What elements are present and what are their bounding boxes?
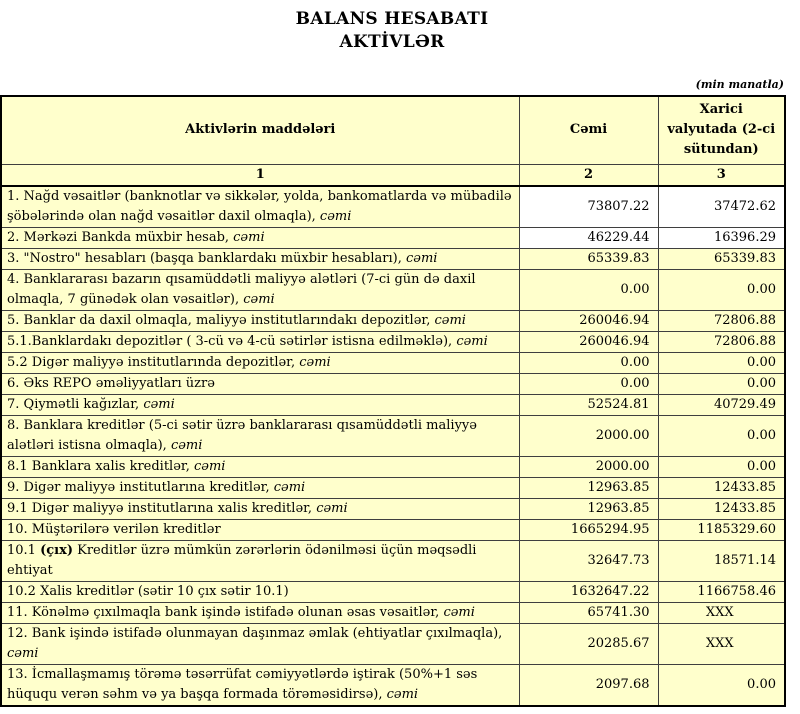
row-label: 7. Qiymətli kağızlar, cəmi [1,394,519,415]
row-total-value: 260046.94 [519,331,658,352]
row-label: 12. Bank işində istifadə olunmayan daşınmaz əmlak (ehtiyatlar çıxılmaqla), cəmi [1,623,519,664]
title-block [0,0,784,54]
row-foreign-value: 12433.85 [658,477,785,498]
row-foreign-value: 72806.88 [658,331,785,352]
row-label: 8. Banklara kreditlər (5-ci sətir üzrə banklararası qısamüddətli maliyyə alətləri istisna olmaqla), cəmi [1,415,519,456]
row-foreign-value: 0.00 [658,415,785,456]
row-total-value: 1665294.95 [519,519,658,540]
table-row [1,310,785,331]
row-total-value: 20285.67 [519,623,658,664]
row-label: 9. Digər maliyyə institutlarına kreditlər, cəmi [1,477,519,498]
row-total-value: 0.00 [519,373,658,394]
column-header-items: Aktivlərin maddələri [1,96,519,164]
row-foreign-value: XXX [658,623,785,664]
table-row [1,498,785,519]
units-note: (min manatla) [695,78,784,91]
row-total-value: 0.00 [519,269,658,310]
table-row [1,602,785,623]
row-total-value: 73807.22 [519,186,658,228]
row-label: 3. "Nostro" hesabları (başqa banklardakı müxbir hesabları), cəmi [1,248,519,269]
column-header-total: Cəmi [519,96,658,164]
row-total-value: 0.00 [519,352,658,373]
row-foreign-value: 0.00 [658,269,785,310]
row-label: 1. Nağd vəsaitlər (banknotlar və sikkələr, yolda, bankomatlarda və mübadilə şöbələrində olan nağd vəsaitlər daxil olmaqla), cəmi [1,186,519,228]
row-foreign-value: 40729.49 [658,394,785,415]
row-total-value: 65741.30 [519,602,658,623]
table-row [1,664,785,706]
table-row [1,352,785,373]
row-foreign-value: 72806.88 [658,310,785,331]
column-number-row [1,164,785,186]
table-row [1,456,785,477]
row-total-value: 1632647.22 [519,581,658,602]
row-total-value: 2097.68 [519,664,658,706]
column-number-2: 2 [519,164,658,186]
row-foreign-value: 0.00 [658,664,785,706]
row-foreign-value: 18571.14 [658,540,785,581]
row-total-value: 52524.81 [519,394,658,415]
row-total-value: 65339.83 [519,248,658,269]
row-foreign-value: 0.00 [658,456,785,477]
table-row [1,186,785,228]
row-label: 8.1 Banklara xalis kreditlər, cəmi [1,456,519,477]
row-label: 6. Əks REPO əməliyyatları üzrə [1,373,519,394]
row-foreign-value: 0.00 [658,373,785,394]
row-label: 10.1 (çıx) Kreditlər üzrə mümkün zərərlərin ödənilməsi üçün məqsədli ehtiyat [1,540,519,581]
row-label: 13. İcmallaşmamış törəmə təsərrüfat cəmiyyətlərdə iştirak (50%+1 səs hüququ verən səhm və ya başqa formada törəməsidirsə), cəmi [1,664,519,706]
row-total-value: 32647.73 [519,540,658,581]
table-row [1,519,785,540]
page-title: BALANS HESABATI [295,9,489,29]
column-number-3: 3 [658,164,785,186]
table-row [1,373,785,394]
row-total-value: 2000.00 [519,456,658,477]
table-row [1,623,785,664]
row-foreign-value: 16396.29 [658,227,785,248]
row-label: 5.1.Banklardakı depozitlər ( 3-cü və 4-cü sətirlər istisna edilməklə), cəmi [1,331,519,352]
row-foreign-value: XXX [658,602,785,623]
row-label: 10. Müştərilərə verilən kreditlər [1,519,519,540]
table-row [1,394,785,415]
table-row [1,331,785,352]
row-total-value: 12963.85 [519,477,658,498]
table-body [1,186,785,706]
row-label: 4. Banklararası bazarın qısamüddətli maliyyə alətləri (7-ci gün də daxil olmaqla, 7 günədək olan vəsaitlər), cəmi [1,269,519,310]
row-foreign-value: 0.00 [658,352,785,373]
table-row [1,540,785,581]
row-label: 11. Könəlmə çıxılmaqla bank işində istifadə olunan əsas vəsaitlər, cəmi [1,602,519,623]
table-row [1,581,785,602]
row-total-value: 2000.00 [519,415,658,456]
row-label: 10.2 Xalis kreditlər (sətir 10 çıx sətir 10.1) [1,581,519,602]
table-row [1,415,785,456]
table-row [1,248,785,269]
balance-table [0,95,786,707]
row-foreign-value: 37472.62 [658,186,785,228]
column-header-foreign: Xarici valyutada (2-ci sütundan) [658,96,785,164]
row-label: 9.1 Digər maliyyə institutlarına xalis kreditlər, cəmi [1,498,519,519]
table-row [1,477,785,498]
row-label: 5. Banklar da daxil olmaqla, maliyyə institutlarındakı depozitlər, cəmi [1,310,519,331]
header-row [1,96,785,164]
row-foreign-value: 12433.85 [658,498,785,519]
row-label: 2. Mərkəzi Bankda müxbir hesab, cəmi [1,227,519,248]
row-foreign-value: 65339.83 [658,248,785,269]
row-foreign-value: 1185329.60 [658,519,785,540]
row-total-value: 12963.85 [519,498,658,519]
row-foreign-value: 1166758.46 [658,581,785,602]
row-total-value: 260046.94 [519,310,658,331]
column-number-1: 1 [1,164,519,186]
page-subtitle: AKTİVLƏR [339,32,445,52]
row-label: 5.2 Digər maliyyə institutlarında depozitlər, cəmi [1,352,519,373]
table-row [1,227,785,248]
table-row [1,269,785,310]
row-total-value: 46229.44 [519,227,658,248]
